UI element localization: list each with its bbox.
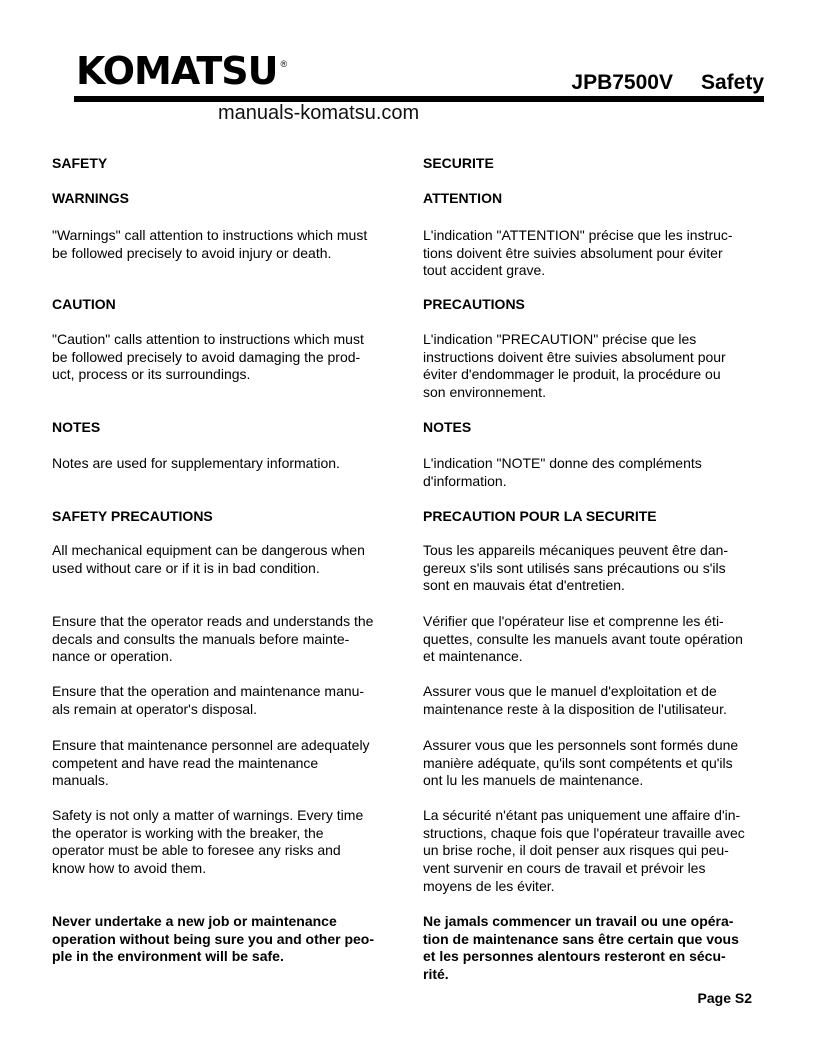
en-paragraph-4: Ensure that maintenance personnel are adequately competent and have read the maintenance manuals. <box>52 737 370 789</box>
fr-warnings-heading: ATTENTION <box>423 190 503 206</box>
page-number: Page S2 <box>697 990 752 1006</box>
section-name: Safety <box>700 71 764 94</box>
en-paragraph-5: Safety is not only a matter of warnings. Every time the operator is working with the breaker, the operator must be able to foresee any risks and know how to avoid them. <box>52 807 364 877</box>
fr-title: SECURITE <box>423 155 494 171</box>
fr-paragraph-2: Vérifier que l'opérateur lise et comprenne les éti- quettes, consulte les manuels avant toute opération et maintenance. <box>423 613 743 665</box>
watermark: manuals-komatsu.com <box>218 102 420 124</box>
fr-caution-text: L'indication "PRECAUTION" précise que les instructions doivent être suivies absolument pour éviter d'endommager le produit, la procédure ou son environnement. <box>423 331 726 401</box>
en-paragraph-1: All mechanical equipment can be dangerous when used without care or if it is in bad condition. <box>52 542 365 576</box>
en-caution-heading: CAUTION <box>52 296 116 312</box>
en-title: SAFETY <box>52 155 108 171</box>
fr-notes-text: L'indication "NOTE" donne des compléments d'information. <box>423 455 702 489</box>
fr-precautions-heading: PRECAUTION POUR LA SECURITE <box>423 508 657 524</box>
en-notes-heading: NOTES <box>52 419 101 435</box>
fr-paragraph-1: Tous les appareils mécaniques peuvent être dan- gereux s'ils sont utilisés sans précautions ou s'ils sont en mauvais état d'entretien. <box>423 542 729 594</box>
en-warnings-heading: WARNINGS <box>52 190 129 206</box>
en-warnings-text: "Warnings" call attention to instructions which must be followed precisely to avoid injury or death. <box>52 227 368 261</box>
en-paragraph-2: Ensure that the operator reads and understands the decals and consults the manuals before mainte- nance or operation. <box>52 613 374 665</box>
fr-final-warning: Ne jamals commencer un travail ou une opéra- tion de maintenance sans être certain que vous et les personnes alentours resteront en sécu- rité. <box>423 913 739 983</box>
en-precautions-heading: SAFETY PRECAUTIONS <box>52 508 213 524</box>
logo-group <box>76 49 288 93</box>
fr-warnings-text: L'indication "ATTENTION" précise que les instruc- tions doivent être suivies absolument pour éviter tout accident grave. <box>423 227 733 279</box>
en-caution-text: "Caution" calls attention to instructions which must be followed precisely to avoid damaging the prod- uct, process or its surroundings. <box>52 331 364 383</box>
fr-paragraph-3: Assurer vous que le manuel d'exploitation et de maintenance reste à la disposition de l'utilisateur. <box>423 683 727 717</box>
en-notes-text: Notes are used for supplementary information. <box>52 455 340 471</box>
fr-paragraph-4: Assurer vous que les personnels sont formés dune manière adéquate, qu'ils sont compétents et qu'ils ont lu les manuels de maintenance. <box>423 737 739 789</box>
en-paragraph-3: Ensure that the operation and maintenance manu- als remain at operator's disposal. <box>52 683 365 717</box>
komatsu-logo: KOMATSU <box>76 49 278 93</box>
model-number: JPB7500V <box>571 71 673 94</box>
header-rule <box>74 96 764 102</box>
fr-caution-heading: PRECAUTIONS <box>423 296 525 312</box>
fr-notes-heading: NOTES <box>423 419 472 435</box>
document-title <box>571 72 764 93</box>
fr-paragraph-5: La sécurité n'étant pas uniquement une affaire d'in- structions, chaque fois que l'opérateur travaille avec un brise roche, il doit penser aux risques qui peu- vent survenir en cours de travail et prévoir les moyens de les éviter. <box>423 807 745 894</box>
registered-mark: ® <box>280 59 288 69</box>
en-final-warning: Never undertake a new job or maintenance operation without being sure you and other peo- ple in the environment will be safe. <box>52 913 374 965</box>
